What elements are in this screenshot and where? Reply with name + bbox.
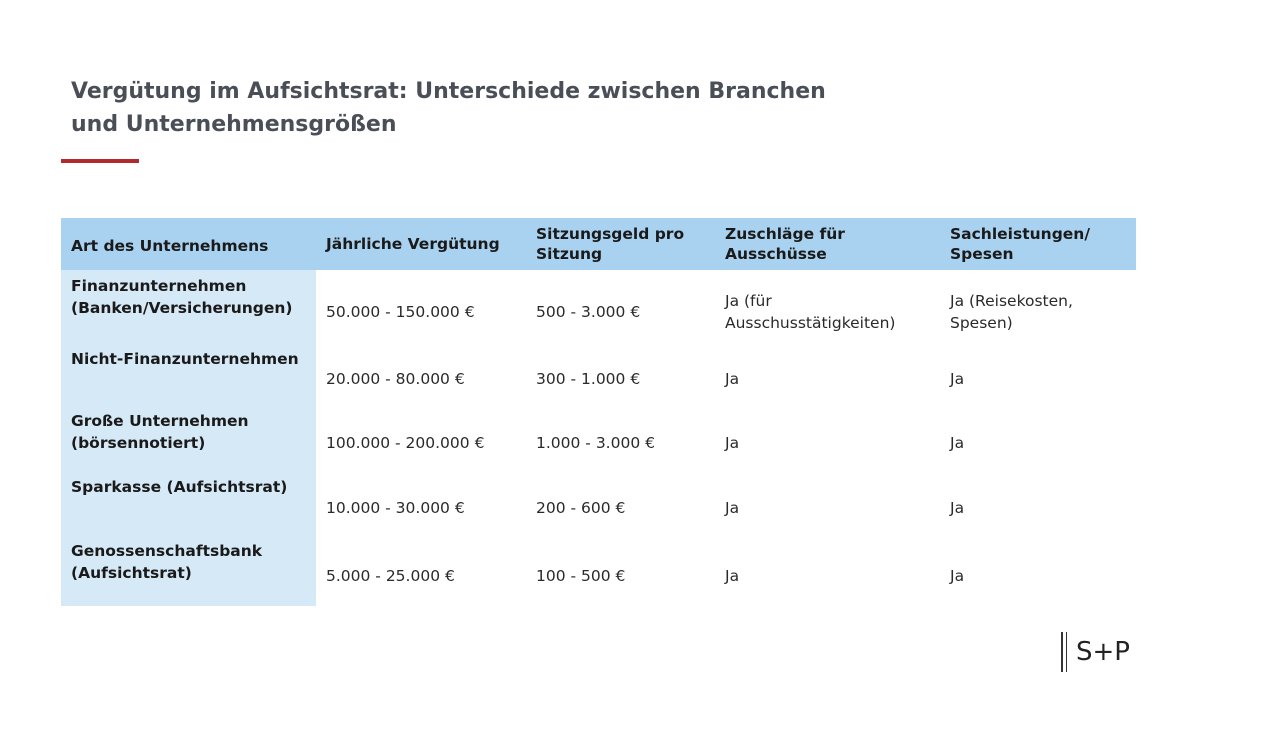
table-row — [61, 343, 1136, 405]
meeting-fee-cell: 1.000 - 3.000 € — [536, 434, 655, 452]
benefits-cell: Ja — [950, 434, 965, 452]
table-row — [61, 471, 1136, 535]
row-label: Sparkasse (Aufsichtsrat) — [61, 471, 316, 535]
page-title: Vergütung im Aufsichtsrat: Unterschiede zwischen Branchen und Unternehmensgrößen — [71, 79, 826, 137]
benefits-cell: Ja (Reisekosten, Spesen) — [950, 291, 1073, 332]
table-row — [61, 270, 1136, 343]
annual-compensation-cell: 20.000 - 80.000 € — [326, 370, 465, 388]
committee-supplement-cell: Ja (für Ausschusstätigkeiten) — [725, 291, 896, 332]
header-annual-compensation: Jährliche Vergütung — [316, 218, 526, 270]
row-label: Große Unternehmen (börsennotiert) — [61, 405, 316, 471]
header-meeting-fee: Sitzungsgeld pro Sitzung — [526, 218, 715, 270]
row-label: Genossenschaftsbank (Aufsichtsrat) — [61, 535, 316, 606]
benefits-cell: Ja — [950, 370, 965, 388]
annual-compensation-cell: 50.000 - 150.000 € — [326, 302, 475, 321]
annual-compensation-cell: 10.000 - 30.000 € — [326, 499, 465, 517]
meeting-fee-cell: 200 - 600 € — [536, 499, 626, 517]
committee-supplement-cell: Ja — [725, 499, 740, 517]
logo-text: S+P — [1076, 637, 1130, 667]
benefits-cell: Ja — [950, 566, 965, 585]
logo-bar-left — [1061, 632, 1063, 672]
title-accent-line — [61, 159, 139, 163]
annual-compensation-cell: 5.000 - 25.000 € — [326, 566, 455, 585]
table-row — [61, 405, 1136, 471]
compensation-table — [61, 218, 1136, 606]
sp-logo — [1061, 632, 1130, 672]
committee-supplement-cell: Ja — [725, 434, 740, 452]
header-committee-supplements: Zuschläge für Ausschüsse — [715, 218, 940, 270]
committee-supplement-cell: Ja — [725, 566, 740, 585]
benefits-cell: Ja — [950, 499, 965, 517]
table-header-row — [61, 218, 1136, 270]
logo-bar-right — [1066, 632, 1068, 672]
annual-compensation-cell: 100.000 - 200.000 € — [326, 434, 485, 452]
table-row — [61, 535, 1136, 606]
row-label: Nicht-Finanzunternehmen — [61, 343, 316, 405]
meeting-fee-cell: 100 - 500 € — [536, 566, 626, 585]
committee-supplement-cell: Ja — [725, 370, 740, 388]
header-benefits-expenses: Sachleistungen/ Spesen — [940, 218, 1136, 270]
row-label: Finanzunternehmen (Banken/Versicherungen) — [61, 270, 316, 343]
header-company-type: Art des Unternehmens — [61, 218, 316, 270]
meeting-fee-cell: 500 - 3.000 € — [536, 302, 641, 321]
meeting-fee-cell: 300 - 1.000 € — [536, 370, 641, 388]
